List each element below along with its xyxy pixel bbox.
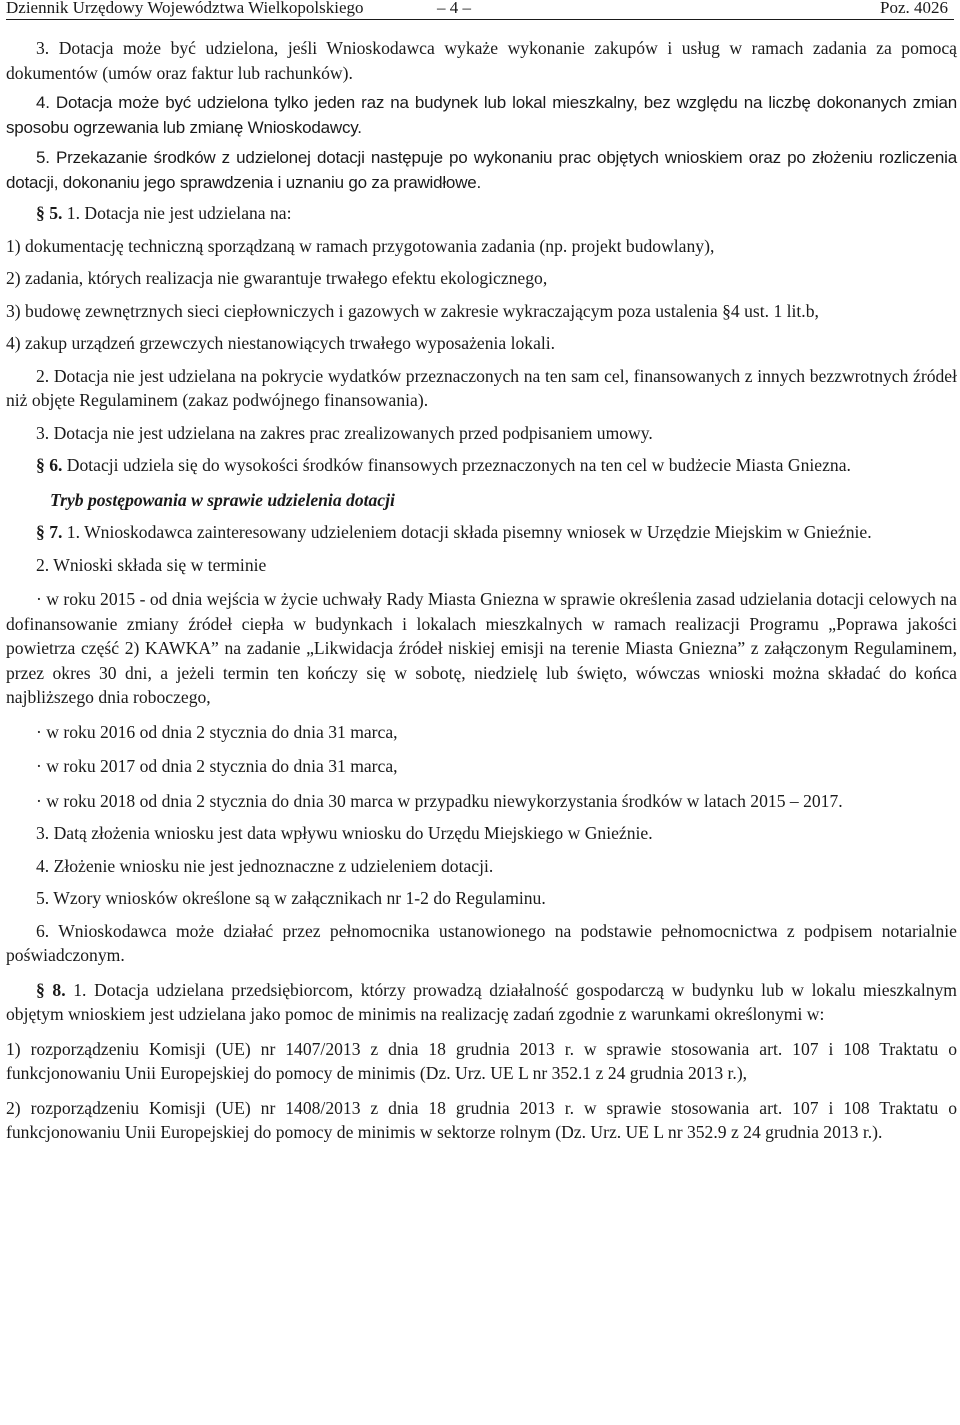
- section-7-point-5: 5. Wzory wniosków określone są w załącznikach nr 1-2 do Regulaminu.: [36, 888, 546, 908]
- paragraph-6-5: 5. Przekazanie środków z udzielonej dotacji następuje po wykonaniu prac objętych wnioskiem oraz po złożeniu rozliczenia dotacji, dokonaniu jego sprawdzenia i uznaniu go za prawidłowe.: [6, 148, 957, 192]
- section-6: [6, 453, 957, 478]
- section-8-item-1: 1) rozporządzeniu Komisji (UE) nr 1407/2013 z dnia 18 grudnia 2013 r. w sprawie stosowania art. 107 i 108 Traktatu o funkcjonowaniu Unii Europejskiej do pomocy de minimis (Dz. Urz. UE L nr 352.1 z 24 grudnia 2013 r.),: [6, 1038, 957, 1083]
- section-5-item-1: 1) dokumentację techniczną sporządzaną w ramach przygotowania zadania (np. projekt budowlany),: [6, 235, 715, 256]
- section-8-intro: [6, 978, 957, 1027]
- section-8-item-2: 2) rozporządzeniu Komisji (UE) nr 1408/2013 z dnia 18 grudnia 2013 r. w sprawie stosowania art. 107 i 108 Traktatu o funkcjonowaniu Unii Europejskiej do pomocy de minimis w sektorze rolnym (Dz. Urz. UE L nr 352.9 z 24 grudnia 2013 r.).: [6, 1097, 957, 1142]
- section-5-intro: [6, 201, 957, 226]
- section-5-point-3: 3. Dotacja nie jest udzielana na zakres prac zrealizowanych przed podpisaniem umowy.: [36, 422, 653, 443]
- document-body: [6, 36, 957, 1151]
- section-7-bullet-4: · w roku 2018 od dnia 2 stycznia do dnia 30 marca w przypadku niewykorzystania środków w latach 2015 – 2017.: [36, 790, 843, 811]
- section-7-point-1: 1. Wnioskodawca zainteresowany udzieleniem dotacji składa pisemny wniosek w Urzędzie Miejskim w Gnieźnie.: [62, 522, 872, 542]
- section-8-mark: § 8.: [36, 979, 66, 1000]
- section-7-point-3: 3. Datą złożenia wniosku jest data wpływu wniosku do Urzędu Miejskiego w Gnieźnie.: [36, 823, 653, 843]
- paragraph-6-4: 4. Dotacja może być udzielona tylko jeden raz na budynek lub lokal mieszkalny, bez względu na liczbę dokonanych zmian sposobu ogrzewania lub zmianę Wnioskodawcy.: [6, 93, 957, 137]
- section-5-point-2: 2. Dotacja nie jest udzielana na pokrycie wydatków przeznaczonych na ten sam cel, finansowanych z innych bezzwrotnych źródeł niż objęte Regulaminem (zakaz podwójnego finansowania).: [6, 365, 957, 410]
- section-7-point-2: 2. Wnioski składa się w terminie: [36, 554, 267, 575]
- section-7-mark: § 7.: [36, 522, 63, 542]
- section-7-intro: [6, 520, 957, 545]
- paragraph-6-3: 3. Dotacja może być udzielona, jeśli Wnioskodawca wykaże wykonanie zakupów i usług w ramach zadania za pomocą dokumentów (umów oraz faktur lub rachunków).: [6, 38, 957, 83]
- header-rule: [6, 19, 954, 20]
- section-7-bullet-2: · w roku 2016 od dnia 2 stycznia do dnia 31 marca,: [36, 721, 398, 742]
- journal-title: Dziennik Urzędowy Województwa Wielkopolskiego: [6, 0, 364, 17]
- section-6-text: Dotacji udziela się do wysokości środków finansowych przeznaczonych na ten cel w budżecie Miasta Gniezna.: [62, 455, 851, 475]
- section-7-point-6: 6. Wnioskodawca może działać przez pełnomocnika ustanowionego na podstawie pełnomocnictwa z podpisem notarialnie poświadczonym.: [6, 920, 957, 965]
- section-5-item-4: 4) zakup urządzeń grzewczych niestanowiących trwałego wyposażenia lokali.: [6, 333, 556, 353]
- position-number: Poz. 4026: [880, 0, 948, 17]
- page-number: – 4 –: [437, 0, 471, 17]
- section-5-mark: § 5.: [36, 203, 63, 223]
- section-6-mark: § 6.: [36, 455, 63, 475]
- section-heading: Tryb postępowania w sprawie udzielenia dotacji: [50, 489, 395, 510]
- section-8-point-1: 1. Dotacja udzielana przedsiębiorcom, którzy prowadzą działalność gospodarczą w budynku lub w lokalu mieszkalnym objętym wnioskiem jest udzielana jako pomoc de minimis na realizację zadań zgodnie z warunkami określonymi w:: [6, 979, 957, 1024]
- section-7-bullet-1: · w roku 2015 - od dnia wejścia w życie uchwały Rady Miasta Gniezna w sprawie określenia zasad udzielania dotacji celowych na dofinansowanie zmiany źródeł ciepła w budynkach i lokalach mieszkalnych w ramach realizacji Programu „Poprawa jakości powietrza część 2) KAWKA” na zadanie „Likwidacja źródeł niskiej emisji na terenie Miasta Gniezna” z załączonym Regulaminem, przez okres 30 dni, a jeżeli termin ten kończy się w sobotę, niedzielę lub święto, wówczas wnioski można składać do końca najbliższego dnia roboczego,: [6, 589, 957, 707]
- section-5-point-1: 1. Dotacja nie jest udzielana na:: [62, 203, 292, 223]
- section-7-point-4: 4. Złożenie wniosku nie jest jednoznaczne z udzieleniem dotacji.: [36, 855, 494, 876]
- section-7-bullet-3: · w roku 2017 od dnia 2 stycznia do dnia 31 marca,: [36, 756, 398, 776]
- page-header: [6, 0, 954, 21]
- section-5-item-2: 2) zadania, których realizacja nie gwarantuje trwałego efektu ekologicznego,: [6, 268, 548, 288]
- section-5-item-3: 3) budowę zewnętrznych sieci ciepłowniczych i gazowych w zakresie wykraczającym poza ustalenia §4 ust. 1 lit.b,: [6, 300, 819, 321]
